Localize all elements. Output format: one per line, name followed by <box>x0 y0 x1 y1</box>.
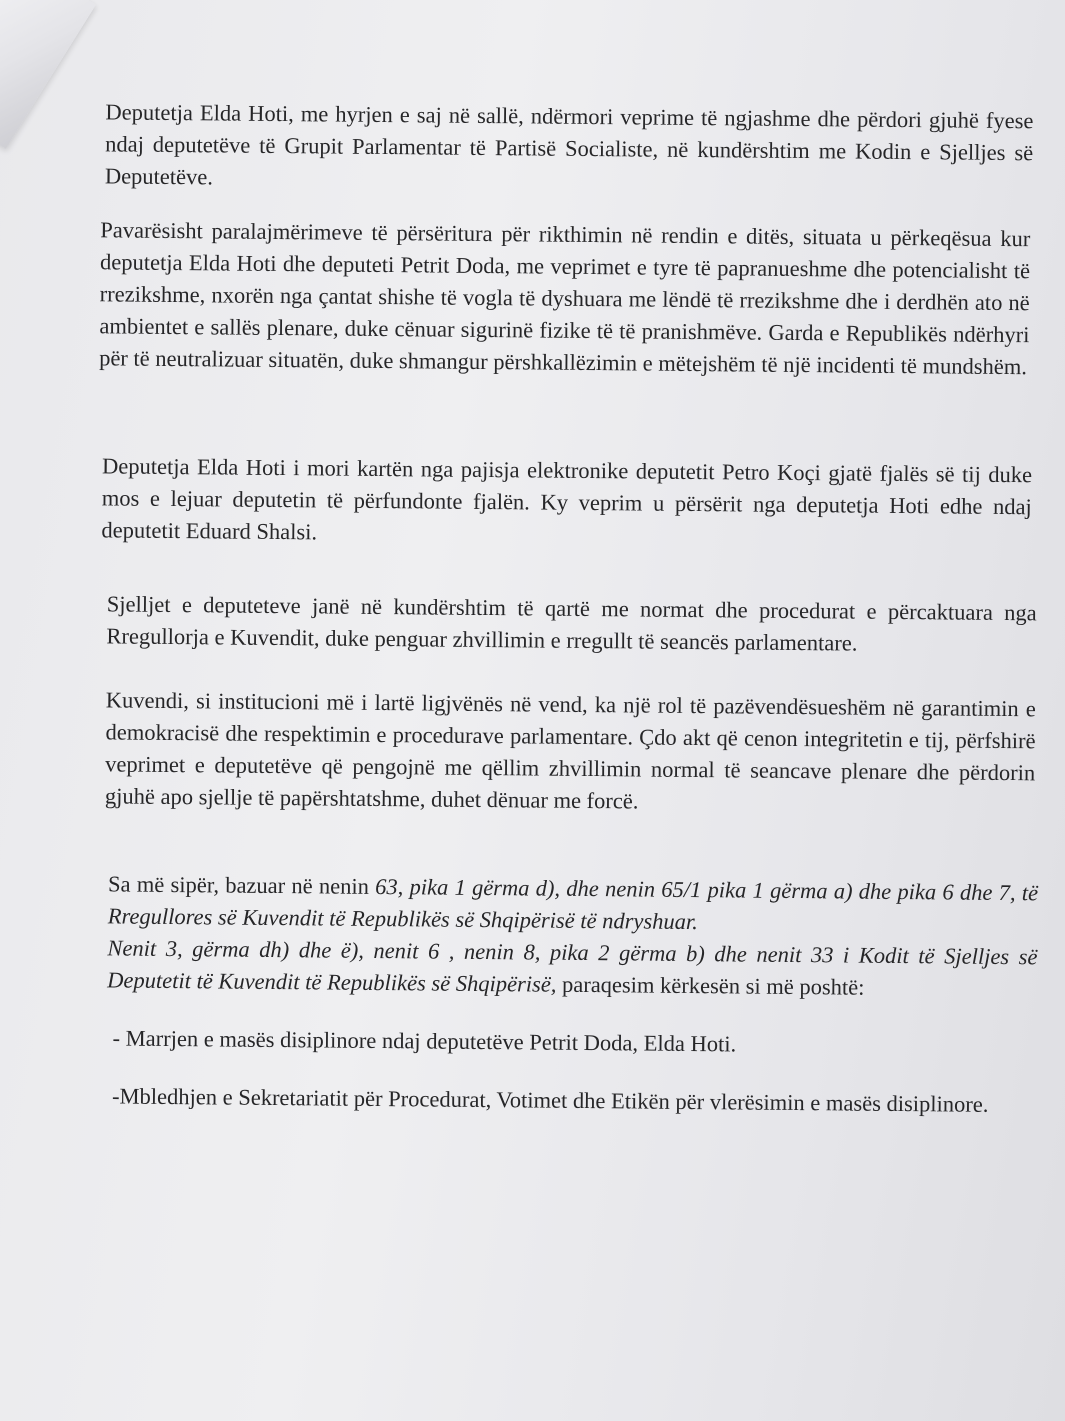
paragraph-rules-violation: Sjelljet e deputeteve janë në kundërshtim të qartë me normat dhe procedurat e përcaktuara nga Rregullorja e Kuvendit, duke penguar zhvillimin e rregullt të seancës parlamentare. <box>106 591 1037 656</box>
legal-basis-closing: paraqesim kërkesën si më poshtë: <box>556 971 865 1000</box>
paragraph-card-removal: Deputetja Elda Hoti i mori kartën nga pajisja elektronike deputetit Petro Koçi gjatë fjalës së tij duke mos e lejuar deputetin të përfundonte fjalën. Ky veprim u përsërit nga deputetja Hoti edhe ndaj deputetit Eduard Shalsi. <box>101 453 1033 545</box>
request-disciplinary-measure: - Marrjen e masës disiplinore ndaj deputetëve Petrit Doda, Elda Hoti. <box>112 1025 737 1057</box>
document-page <box>57 60 1060 1419</box>
paragraph-hazardous-incident: Pavarësisht paralajmërimeve të përsëritura për rikthimin në rendin e ditës, situata u përkeqësua kur deputetja Elda Hoti dhe deputeti Petrit Doda, me veprimet e tyre të papranueshme dhe potencialisht të rrezikshme, nxorën nga çantat shishe të vogla të dyshuara me lëndë të rrezikshme dhe i derdhën ato në ambientet e sallës plenare, duke cënuar sigurinë fizike të të pranishmëve. Garda e Republikës ndërhyri për të neutralizuar situatën, duke shmangur përshkallëzimin e mëtejshëm të një incidenti të mundshëm. <box>99 217 1031 380</box>
legal-basis-code-reference: Nenit 3, gërma dh) dhe ë), nenit 6 , nenin 8, pika 2 gërma b) dhe nenit 33 i Kodit të Sjelljes së Deputetit të Kuvendit të Republikës së Shqipërisë, <box>107 935 1038 997</box>
request-secretariat-meeting: -Mbledhjen e Sekretariatit për Procedurat, Votimet dhe Etikën për vlerësimin e masës disiplinore. <box>111 1083 989 1117</box>
paragraph-parliament-role: Kuvendi, si institucioni më i lartë ligjvënës në vend, ka një rol të pazëvendësueshëm në garantimin e demokracisë dhe respektimin e procedurave parlamentare. Çdo akt që cenon integritetin e tij, përfshirë veprimet e deputetëve që pengojnë me qëllim zhvillimin normal të seancave plenare dhe përdorin gjuhë apo sjellje të papërshtatshme, duhet dënuar me forcë. <box>104 687 1036 814</box>
paragraph-legal-basis <box>107 868 1038 1005</box>
legal-basis-intro: Sa më sipër, bazuar në nenin <box>107 871 376 899</box>
legal-basis-rules-reference: 63, pika 1 gërma d), dhe nenin 65/1 pika 1 gërma a) dhe pika 6 dhe 7, të Rregullores së Kuvendit të Republikës së Shqipërisë të ndryshuar. <box>107 873 1039 935</box>
paragraph-hoti-conduct: Deputetja Elda Hoti, me hyrjen e saj në sallë, ndërmori veprime të ngjashme dhe përdori gjuhë fyese ndaj deputetëve të Grupit Parlamentar të Partisë Socialiste, në kundërshtim me Kodin e Sjelljes së Deputetëve. <box>104 99 1034 190</box>
